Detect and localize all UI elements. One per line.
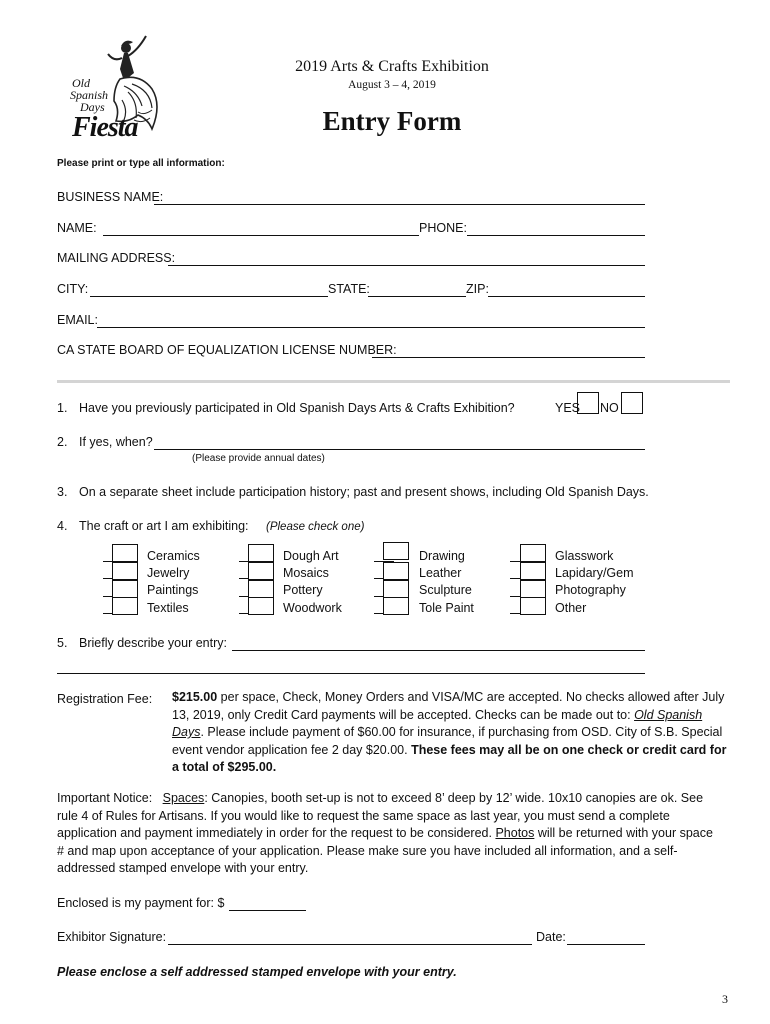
- q1-text: Have you previously participated in Old Spanish Days Arts & Crafts Exhibition?: [79, 401, 515, 415]
- city-label: CITY:: [57, 282, 89, 296]
- page-title: Entry Form: [322, 106, 462, 136]
- license-label: CA STATE BOARD OF EQUALIZATION LICENSE NUMBER:: [57, 343, 397, 357]
- city-field[interactable]: [90, 296, 328, 297]
- craft-label-sculpture: Sculpture: [419, 583, 472, 597]
- important-notice-text-2: will be returned with your space # and map upon acceptance of your application. Please make sure you have included all information, and a self-addressed stamped envelope with your entry.: [57, 826, 713, 875]
- registration-fee-text-2: . Please include payment of $60.00 for insurance, if purchasing from OSD. City of S.B. Special event vendor application fee 2 day $20.00.: [172, 725, 723, 757]
- exhibition-dates: August 3 – 4, 2019: [348, 79, 436, 91]
- registration-fee-total: These fees may all be on one check or credit card for a total of $295.00.: [172, 742, 727, 774]
- craft-label-dough-art: Dough Art: [283, 549, 339, 563]
- q4-text: The craft or art I am exhibiting:: [79, 519, 249, 533]
- payment-label: Enclosed is my payment for: $: [57, 896, 225, 910]
- important-notice-label: Important Notice:: [57, 791, 153, 805]
- craft-checkbox-leather[interactable]: [383, 562, 409, 580]
- craft-label-pottery: Pottery: [283, 583, 323, 597]
- date-label: Date:: [536, 930, 566, 944]
- craft-label-ceramics: Ceramics: [147, 549, 200, 563]
- license-field[interactable]: [372, 357, 645, 358]
- zip-label: ZIP:: [466, 282, 489, 296]
- yes-label: YES: [555, 401, 581, 415]
- craft-label-mosaics: Mosaics: [283, 566, 329, 580]
- logo-text-days: Days: [80, 100, 105, 114]
- phone-field[interactable]: [467, 235, 645, 236]
- instructions: Please print or type all information:: [57, 158, 225, 169]
- logo-text-fiesta: Fiesta: [72, 112, 138, 143]
- q2-number: 2.: [57, 435, 68, 449]
- date-field[interactable]: [567, 944, 645, 945]
- q5-text: Briefly describe your entry:: [79, 636, 227, 650]
- no-label: NO: [600, 401, 619, 415]
- craft-label-glasswork: Glasswork: [555, 549, 614, 563]
- payment-amount-field[interactable]: [229, 910, 306, 911]
- no-checkbox[interactable]: [621, 392, 643, 414]
- craft-checkbox-drawing[interactable]: [383, 542, 409, 560]
- q3-number: 3.: [57, 485, 68, 499]
- registration-fee-text: [172, 689, 732, 777]
- craft-checkbox-pottery[interactable]: [248, 580, 274, 598]
- q2-hint: (Please provide annual dates): [192, 453, 325, 464]
- logo-text-spanish: Spanish: [70, 88, 109, 102]
- registration-fee-amount: $215.00: [172, 690, 218, 704]
- state-field[interactable]: [368, 296, 466, 297]
- yes-checkbox[interactable]: [577, 392, 599, 414]
- q1-number: 1.: [57, 401, 68, 415]
- business-name-field[interactable]: [154, 204, 645, 205]
- participation-dates-field[interactable]: [154, 449, 645, 450]
- registration-fee-label: Registration Fee:: [57, 692, 153, 706]
- craft-checkbox-woodwork[interactable]: [248, 597, 274, 615]
- craft-label-lapidary-gem: Lapidary/Gem: [555, 566, 634, 580]
- page-number: 3: [722, 992, 728, 1006]
- craft-checkbox-other[interactable]: [520, 597, 546, 615]
- phone-label: PHONE:: [419, 221, 467, 235]
- email-label: EMAIL:: [57, 313, 98, 327]
- craft-label-tole-paint: Tole Paint: [419, 601, 474, 615]
- craft-label-woodwork: Woodwork: [283, 601, 342, 615]
- exhibition-title: 2019 Arts & Crafts Exhibition: [295, 58, 489, 75]
- business-name-label: BUSINESS NAME:: [57, 190, 164, 204]
- spaces-heading: Spaces: [162, 791, 205, 805]
- craft-label-jewelry: Jewelry: [147, 566, 190, 580]
- craft-label-textiles: Textiles: [147, 601, 189, 615]
- craft-checkbox-ceramics[interactable]: [112, 544, 138, 562]
- closing-note: Please enclose a self addressed stamped envelope with your entry.: [57, 965, 457, 979]
- email-field[interactable]: [97, 327, 645, 328]
- craft-label-photography: Photography: [555, 583, 626, 597]
- craft-label-drawing: Drawing: [419, 549, 465, 563]
- q4-hint: (Please check one): [266, 521, 365, 533]
- craft-label-paintings: Paintings: [147, 583, 199, 597]
- craft-label-leather: Leather: [419, 566, 462, 580]
- craft-checkbox-textiles[interactable]: [112, 597, 138, 615]
- q5-number: 5.: [57, 636, 68, 650]
- craft-checkbox-photography[interactable]: [520, 580, 546, 598]
- q2-text: If yes, when?: [79, 435, 153, 449]
- craft-checkbox-paintings[interactable]: [112, 580, 138, 598]
- craft-label-other: Other: [555, 601, 587, 615]
- signature-field[interactable]: [168, 944, 532, 945]
- craft-checkbox-mosaics[interactable]: [248, 562, 274, 580]
- mailing-address-field[interactable]: [168, 265, 645, 266]
- craft-checkbox-jewelry[interactable]: [112, 562, 138, 580]
- craft-checkbox-sculpture[interactable]: [383, 580, 409, 598]
- important-notice: [57, 790, 722, 878]
- q4-number: 4.: [57, 519, 68, 533]
- craft-checkbox-lapidary-gem[interactable]: [520, 562, 546, 580]
- mailing-address-label: MAILING ADDRESS:: [57, 251, 176, 265]
- entry-description-field-2[interactable]: [57, 673, 645, 674]
- q3-text: On a separate sheet include participation history; past and present shows, including Old Spanish Days.: [79, 485, 649, 499]
- logo-text-old: Old: [72, 76, 90, 90]
- payee-name: Old Spanish Days: [172, 707, 703, 739]
- registration-fee-text-1: per space, Check, Money Orders and VISA/MC are accepted. No checks allowed after July 13, 2019, only Credit Card payments will be accepted. Checks can be made out to:: [172, 690, 725, 722]
- craft-checkbox-glasswork[interactable]: [520, 544, 546, 562]
- craft-checkbox-tole-paint[interactable]: [383, 597, 409, 615]
- entry-description-field[interactable]: [232, 650, 645, 651]
- craft-checkbox-dough-art[interactable]: [248, 544, 274, 562]
- section-divider: [57, 380, 730, 383]
- signature-label: Exhibitor Signature:: [57, 930, 167, 944]
- zip-field[interactable]: [488, 296, 645, 297]
- name-field[interactable]: [103, 235, 419, 236]
- fiesta-logo: [58, 34, 170, 146]
- name-label: NAME:: [57, 221, 97, 235]
- important-notice-text-1: : Canopies, booth set-up is not to exceed 8’ deep by 12’ wide. 10x10 canopies are ok. See rule 4 of Rules for Artisans. If you would like to request the same space as last year, you must send a complete application and payment immediately in order for the request to be considered.: [57, 791, 704, 840]
- photos-heading: Photos: [495, 826, 535, 840]
- state-label: STATE:: [328, 282, 370, 296]
